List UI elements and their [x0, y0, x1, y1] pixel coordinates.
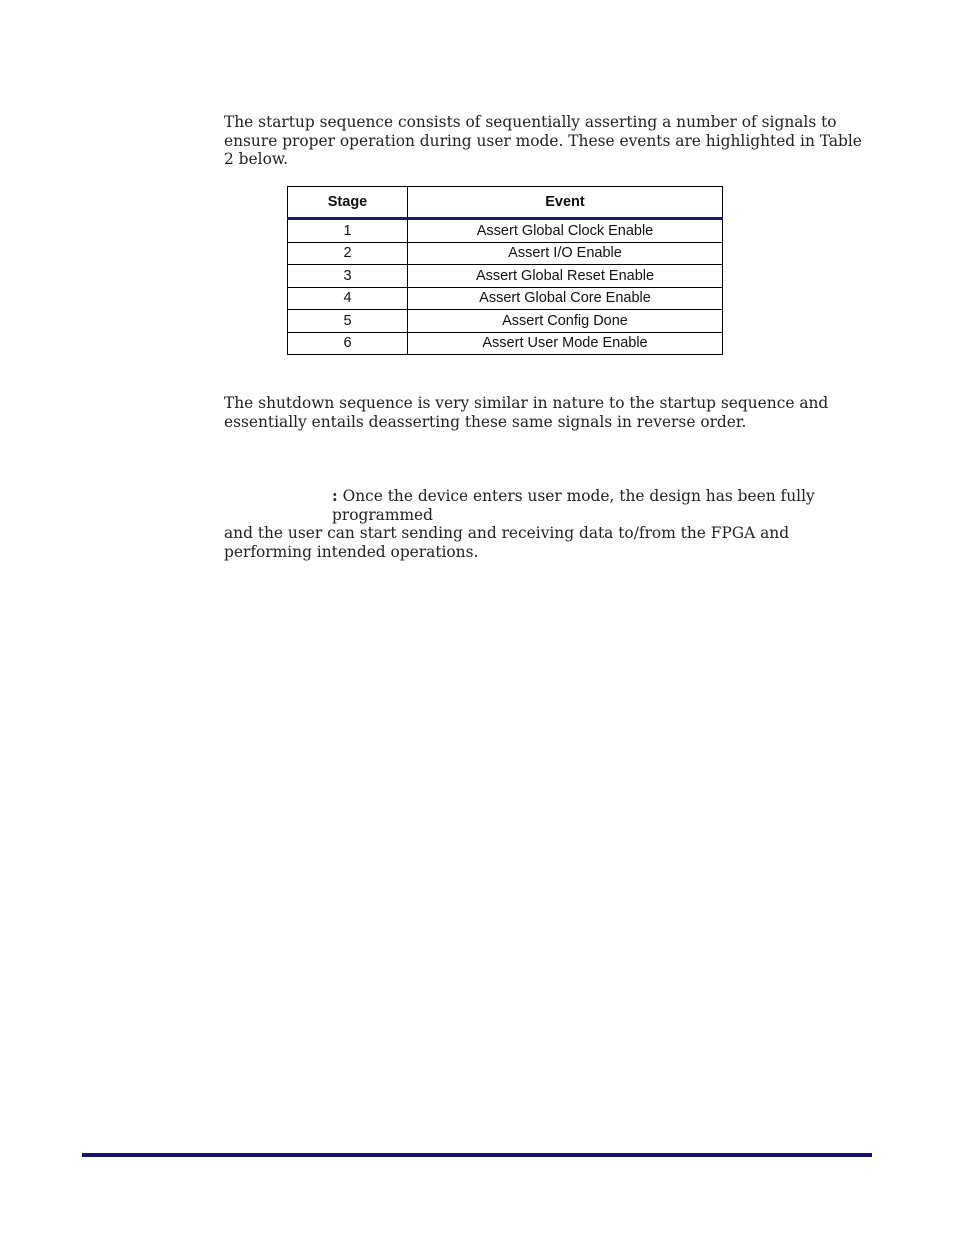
table-row	[288, 332, 723, 355]
event-cell: Assert Global Core Enable	[408, 287, 723, 310]
event-cell: Assert Global Clock Enable	[408, 219, 723, 243]
shutdown-paragraph: The shutdown sequence is very similar in nature to the startup sequence and essentially entails deasserting these same signals in reverse order.	[224, 394, 829, 431]
table-row	[288, 265, 723, 288]
stage-column-header: Stage	[288, 187, 408, 219]
table-row	[288, 287, 723, 310]
footer-rule	[82, 1153, 872, 1157]
user-mode-line1: Once the device enters user mode, the design has been fully programmed	[332, 487, 815, 524]
stage-cell: 1	[288, 219, 408, 243]
stage-cell: 5	[288, 310, 408, 333]
table-row	[288, 242, 723, 265]
event-cell: Assert I/O Enable	[408, 242, 723, 265]
event-cell: Assert Global Reset Enable	[408, 265, 723, 288]
startup-paragraph: The startup sequence consists of sequentially asserting a number of signals to ensure proper operation during user mode. These events are highlighted in Table 2 below.	[224, 113, 862, 168]
event-cell: Assert Config Done	[408, 310, 723, 333]
user-mode-colon: :	[332, 487, 338, 505]
startup-events-table	[287, 186, 723, 355]
table-row	[288, 310, 723, 333]
user-mode-rest: and the user can start sending and receiving data to/from the FPGA and performing intended operations.	[224, 524, 790, 561]
stage-cell: 6	[288, 332, 408, 355]
table-row	[288, 219, 723, 243]
user-mode-first-line	[224, 487, 872, 524]
stage-cell: 2	[288, 242, 408, 265]
event-cell: Assert User Mode Enable	[408, 332, 723, 355]
table-header-row	[288, 187, 723, 219]
event-column-header: Event	[408, 187, 723, 219]
stage-cell: 3	[288, 265, 408, 288]
user-mode-paragraph	[224, 487, 872, 561]
stage-cell: 4	[288, 287, 408, 310]
